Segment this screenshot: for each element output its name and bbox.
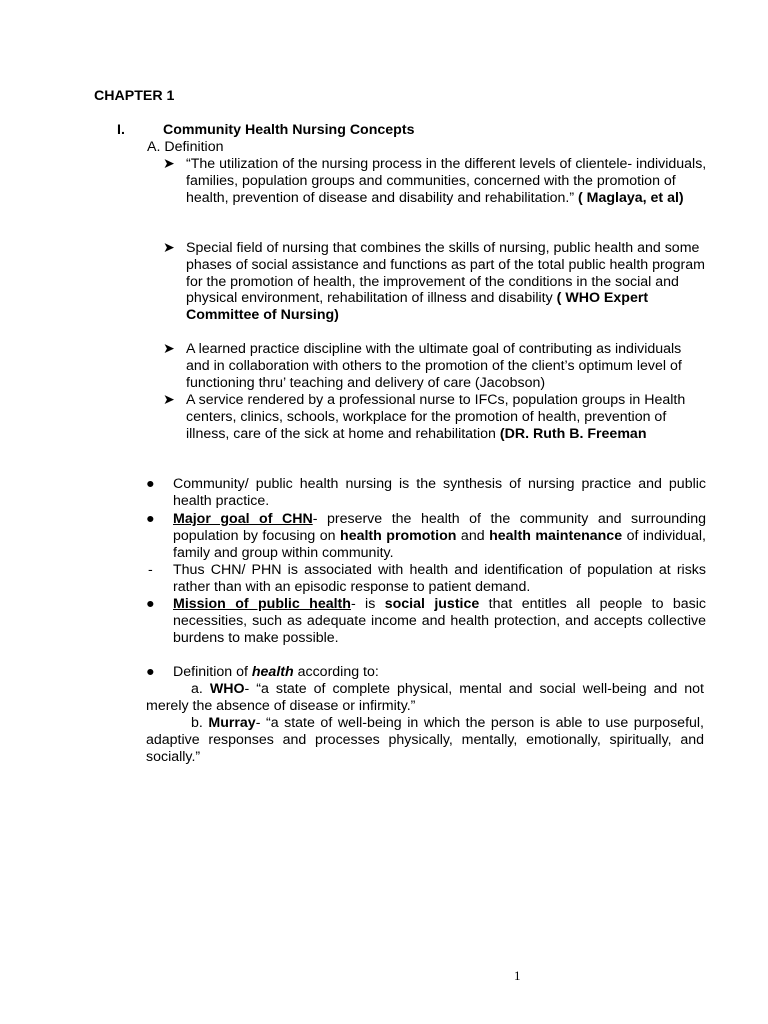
mission-label: Mission of public health [173, 596, 351, 612]
bullet-item: ● Mission of public health- is social justice that entitles all people to basic necessities, such as adequate income and health protection, and accepts collective burdens to make possible. [146, 596, 706, 646]
page-number: 1 [514, 968, 521, 983]
definition-item [163, 341, 708, 391]
arrow-bullet-icon: ➤ [163, 341, 175, 357]
chapter-heading: CHAPTER 1 [94, 88, 175, 104]
definition-source: ( WHO Expert Committee of Nursing) [186, 290, 649, 324]
definition-source: (DR. Ruth B. Freeman [499, 425, 647, 442]
arrow-bullet-icon: ➤ [163, 240, 175, 256]
bullet-dot-icon: ● [146, 596, 155, 612]
section-number: I. [117, 122, 125, 138]
definition-item [163, 392, 708, 442]
definition-source: ( Maglaya, et al) [578, 189, 684, 206]
section-title: Community Health Nursing Concepts [163, 122, 415, 138]
bullet-dot-icon: ● [146, 664, 155, 680]
arrow-bullet-icon: ➤ [163, 392, 175, 408]
dash-marker: - [148, 562, 153, 578]
bullet-item [146, 476, 706, 510]
major-goal-label: Major goal of CHN [173, 511, 313, 527]
who-definition: a. WHO- “a state of complete physical, mental and social well-being and not merely the absence of disease or infirmity.” [146, 681, 705, 714]
definition-item [163, 156, 708, 206]
murray-definition: b. Murray- “a state of well-being in which the person is able to use purposeful, adaptive responses and processes physically, mentally, emotionally, spiritually, and socially.” [146, 715, 704, 765]
bullet-text: Community/ public health nursing is the synthesis of nursing practice and public health practice. [173, 476, 706, 509]
subsection-heading: A. Definition [147, 139, 224, 155]
definition-text: Special field of nursing that combines the skills of nursing, public health and some phases of social assistance and functions as part of the total public health program for the promotion of health, the improvement of the conditions in the social and physical environment, rehabilitation of illness and disability [186, 240, 705, 307]
bullet-dot-icon: ● [146, 511, 155, 527]
bullet-dot-icon: ● [146, 476, 155, 492]
bullet-item: ● Definition of health according to: [146, 664, 379, 680]
definition-text: A learned practice discipline with the ultimate goal of contributing as individuals and in collaboration with others to the promotion of the client’s optimum level of functioning thru’ teaching and delivery of care (Jacobson) [186, 341, 682, 391]
bullet-item: ● Major goal of CHN- preserve the health of the community and surrounding population by focusing on health promotion and health maintenance of individual, family and group within community. [146, 511, 706, 561]
definition-item [163, 240, 708, 324]
dash-text: Thus CHN/ PHN is associated with health and identification of population at risks rather than with an episodic response to patient demand. [173, 562, 706, 595]
arrow-bullet-icon: ➤ [163, 156, 175, 172]
definition-text: “The utilization of the nursing process in the different levels of clientele- individuals, families, population groups and communities, concerned with the promotion of health, prevention of disease and disability and rehabilitation.” [186, 156, 707, 206]
definition-text: A service rendered by a professional nurse to IFCs, population groups in Health centers, clinics, schools, workplace for the promotion of health, prevention of illness, care of the sick at home and rehabilitation [186, 392, 686, 442]
dash-item [146, 562, 706, 596]
